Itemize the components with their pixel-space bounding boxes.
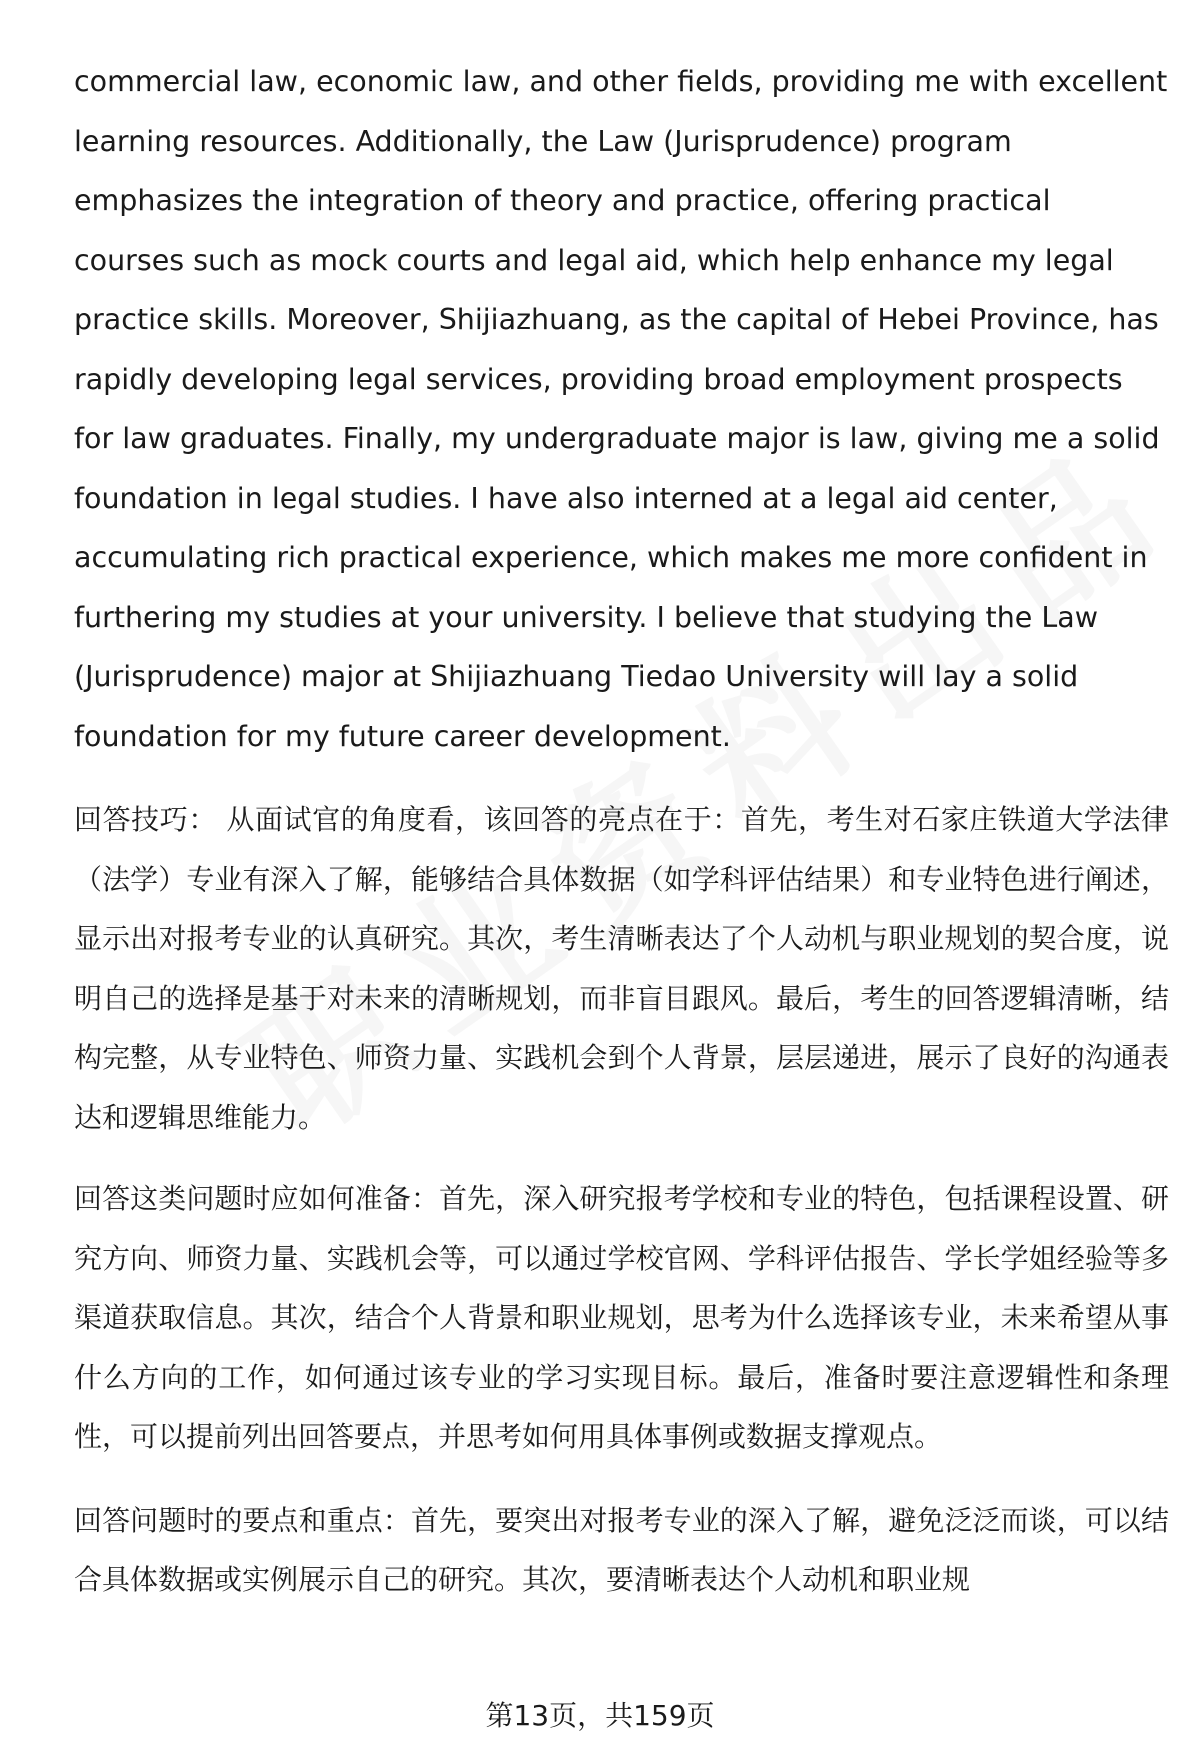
answer-tips-paragraph: 回答技巧： 从面试官的角度看，该回答的亮点在于：首先，考生对石家庄铁道大学法律（法学）专业有深入了解，能够结合具体数据（如学科评估结果）和专业特色进行阐述，显示出对报考专业的认真研究。其次，考生清晰表达了个人动机与职业规划的契合度，说明自己的选择是基于对未来的清晰规划，而非盲目跟风。最后，考生的回答逻辑清晰，结构完整，从专业特色、师资力量、实践机会到个人背景，层层递进，展示了良好的沟通表达和逻辑思维能力。 bbox=[74, 803, 1169, 1134]
english-answer-paragraph: commercial law, economic law, and other fields, providing me with excellent learning resources. Additionally, the Law (Jurisprudence) program emphasizes the integration of theory and practice, offering practical courses such as mock courts and legal aid, which help enhance my legal practice skills. Moreover, Shijiazhuang, as the capital of Hebei Province, has rapidly developing legal services, providing broad employment prospects for law graduates. Finally, my undergraduate major is law, giving me a solid foundation in legal studies. I have also interned at a legal aid center, accumulating rich practical experience, which makes me more confident in furthering my studies at your university. I believe that studying the Law (Jurisprudence) major at Shijiazhuang Tiedao University will lay a solid foundation for my future career development. bbox=[74, 65, 1168, 753]
paragraph-spacer bbox=[74, 766, 1169, 790]
preparation-paragraph: 回答这类问题时应如何准备：首先，深入研究报考学校和专业的特色，包括课程设置、研究方向、师资力量、实践机会等，可以通过学校官网、学科评估报告、学长学姐经验等多渠道获取信息。其次，结合个人背景和职业规划，思考为什么选择该专业，未来希望从事什么方向的工作，如何通过该专业的学习实现目标。最后，准备时要注意逻辑性和条理性，可以提前列出回答要点，并思考如何用具体事例或数据支撑观点。 bbox=[74, 1182, 1169, 1453]
key-points-paragraph: 回答问题时的要点和重点：首先，要突出对报考专业的深入了解，避免泛泛而谈，可以结合具体数据或实例展示自己的研究。其次，要清晰表达个人动机和职业规 bbox=[74, 1503, 1169, 1596]
document-body bbox=[74, 52, 1169, 1610]
paragraph-spacer bbox=[74, 1147, 1169, 1169]
paragraph-spacer bbox=[74, 1467, 1169, 1491]
page-number: 第13页，共159页 bbox=[485, 1699, 715, 1732]
